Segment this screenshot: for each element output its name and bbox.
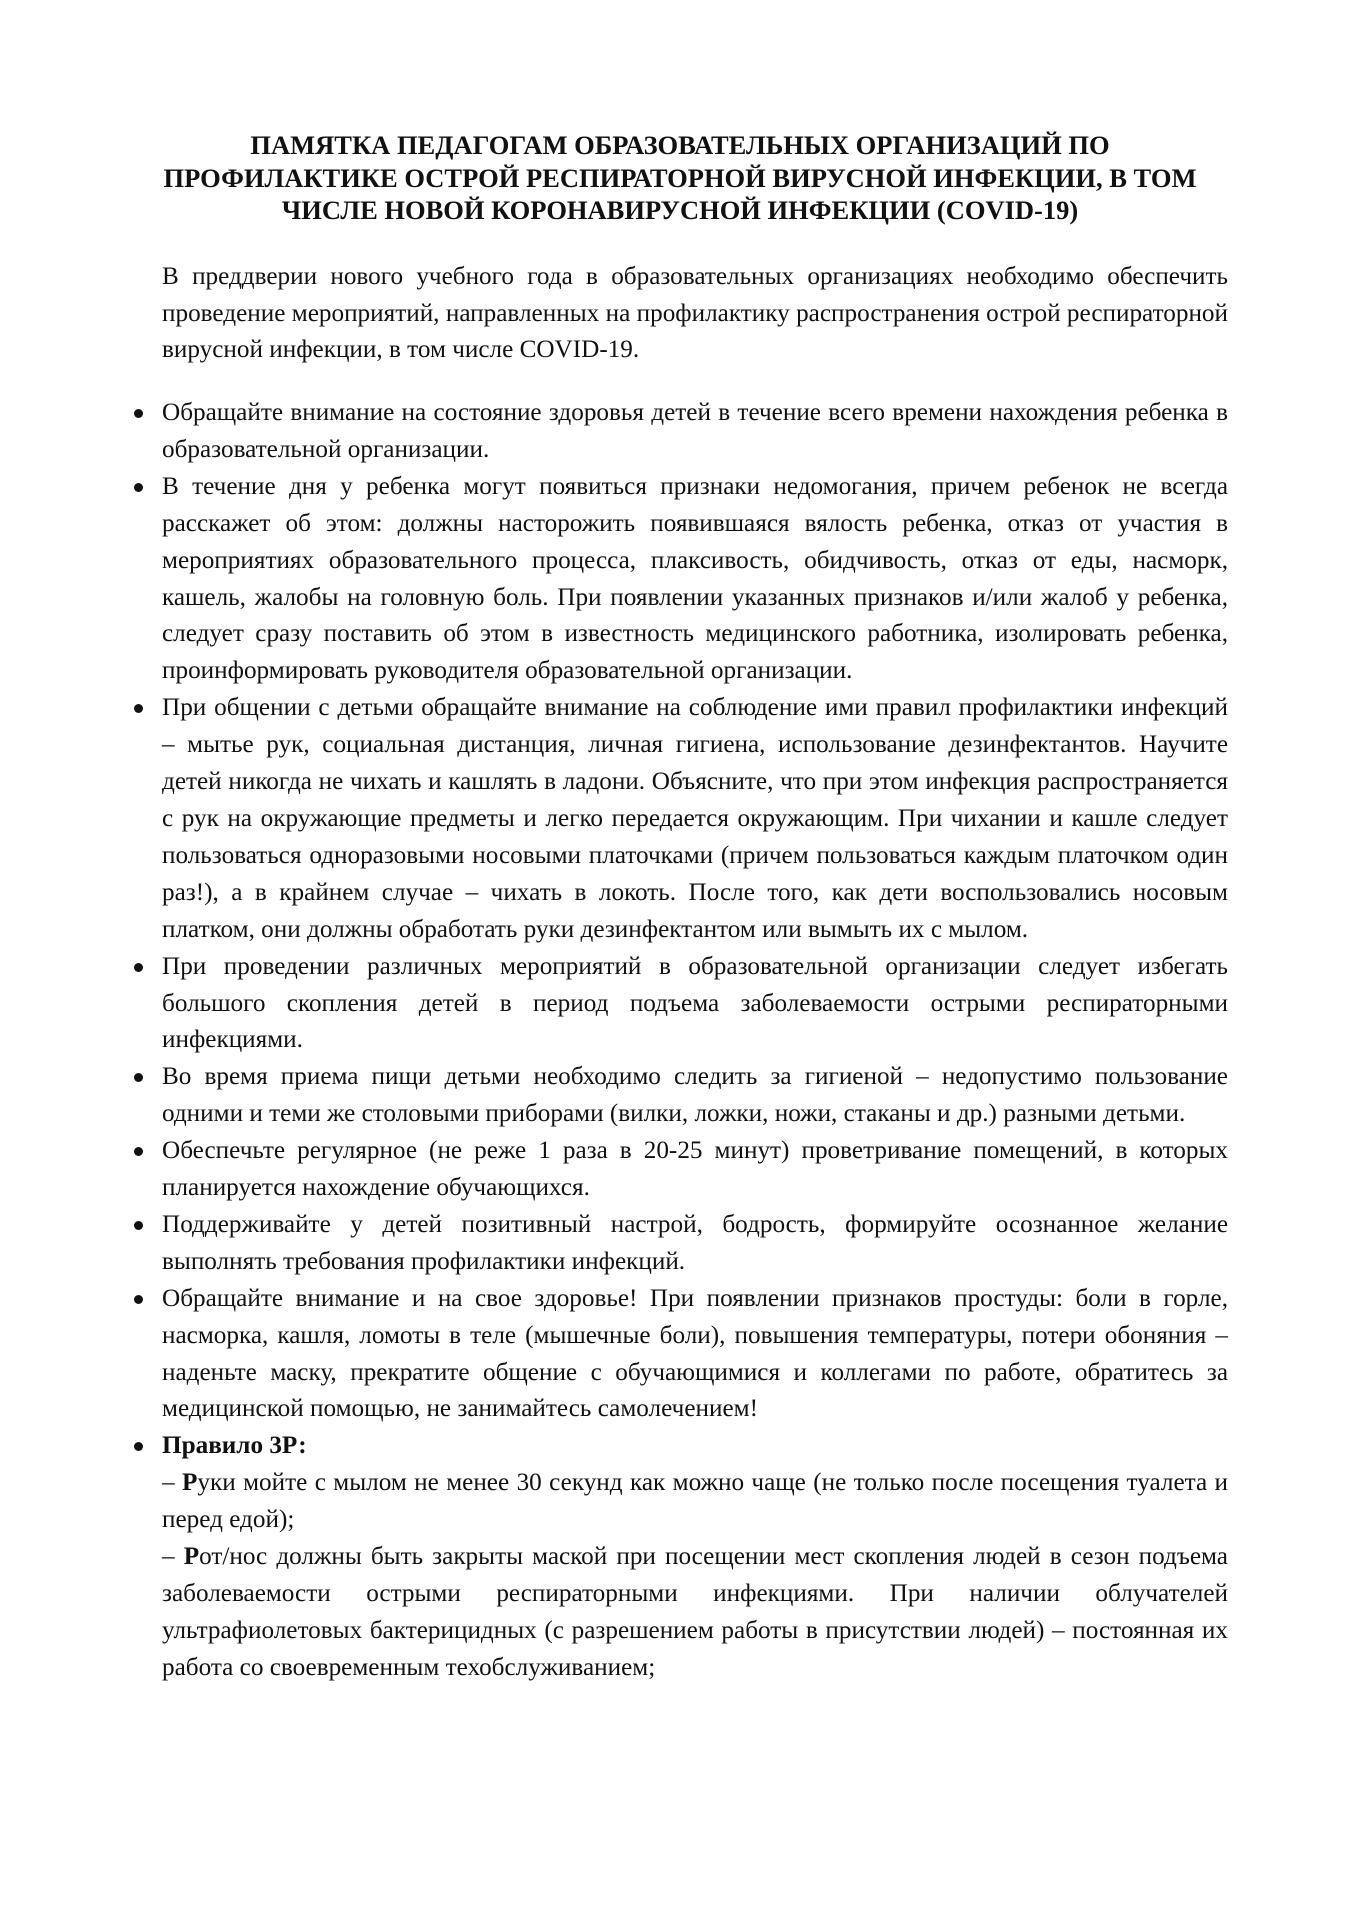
document-title <box>130 129 1230 227</box>
list-item <box>162 395 1228 469</box>
bullet-icon <box>134 1295 143 1304</box>
list-item-text: В течение дня у ребенка могут появиться признаки недомогания, причем ребенок не всегда расскажет об этом: должны насторожить появившаяся вялость ребенка, отказ от участия в мероприятиях образовательного процесса, плаксивость, обидчивость, отказ от еды, насморк, кашель, жалобы на головную боль. При появлении указанных признаков и/или жалоб у ребенка, следует сразу поставить об этом в известность медицинского работника, изолировать ребенка, проинформировать руководителя образовательной организации. <box>162 472 1228 685</box>
list-item-text: При проведении различных мероприятий в образовательной организации следует избегать большого скопления детей в период подъема заболеваемости острыми респираторными инфекциями. <box>162 952 1228 1054</box>
title-line: ЧИСЛЕ НОВОЙ КОРОНАВИРУСНОЙ ИНФЕКЦИИ (COVID-19) <box>281 195 1079 225</box>
title-line: ПРОФИЛАКТИКЕ ОСТРОЙ РЕСПИРАТОРНОЙ ВИРУСНОЙ ИНФЕКЦИИ, В ТОМ <box>163 162 1197 193</box>
list-item-text: Поддерживайте у детей позитивный настрой, бодрость, формируйте осознанное желание выполнять требования профилактики инфекций. <box>162 1210 1228 1275</box>
bullet-icon <box>134 1073 143 1082</box>
list-item-text: Во время приема пищи детьми необходимо следить за гигиеной – недопустимо пользование одними и теми же столовыми приборами (вилки, ложки, ножи, стаканы и др.) разными детьми. <box>162 1063 1228 1128</box>
list-item <box>162 690 1228 948</box>
list-item <box>162 1207 1228 1281</box>
rule-3r-item <box>162 1428 1228 1686</box>
bullet-icon <box>134 1442 143 1451</box>
list-item-text: Обращайте внимание и на свое здоровье! При появлении признаков простуды: боли в горле, насморка, кашля, ломоты в теле (мышечные боли), повышения температуры, потери обоняния – наденьте маску, прекратите общение с обучающимися и коллегами по работе, обратитесь за медицинской помощью, не занимайтесь самолечением! <box>162 1284 1228 1423</box>
rule-point-text: уки мойте с мылом не менее 30 секунд как можно чаще (не только после посещения туалета и перед едой); <box>162 1469 1229 1534</box>
bullet-icon <box>134 1221 143 1230</box>
list-item <box>162 1133 1228 1207</box>
rule-heading: Правило 3Р: <box>162 1432 307 1460</box>
bullet-icon <box>134 1147 143 1156</box>
rule-point-mouth-nose <box>162 1539 1228 1687</box>
list-item <box>162 949 1228 1060</box>
list-item <box>162 1059 1228 1133</box>
recommendations-list <box>162 395 1228 1687</box>
bullet-icon <box>134 483 143 492</box>
intro-paragraph: В преддверии нового учебного года в образовательных организациях необходимо обеспечить проведение мероприятий, направленных на профилактику распространения острой респираторной вирусной инфекции, в том числе COVID-19. <box>162 263 1228 364</box>
list-item-text: Обращайте внимание на состояние здоровья детей в течение всего времени нахождения ребенка в образовательной организации. <box>162 399 1228 463</box>
rule-initial: Р <box>183 1543 200 1571</box>
title-line: ПАМЯТКА ПЕДАГОГАМ ОБРАЗОВАТЕЛЬНЫХ ОРГАНИЗАЦИЙ ПО <box>250 130 1110 160</box>
dash: – <box>162 1469 182 1497</box>
bullet-icon <box>134 963 143 972</box>
bullet-icon <box>134 409 143 418</box>
rule-initial: Р <box>182 1469 198 1497</box>
list-item <box>162 469 1228 690</box>
bullet-icon <box>134 704 143 713</box>
dash: – <box>162 1543 184 1571</box>
rule-point-hands <box>162 1465 1228 1539</box>
rule-point-text: от/нос должны быть закрыты маской при посещении мест скопления людей в сезон подъема заболеваемости острыми респираторными инфекциями. При наличии облучателей ультрафиолетовых бактерицидных (с разрешением работы в присутствии людей) – постоянная их работа со своевременным техобслуживанием; <box>162 1543 1228 1681</box>
list-item-text: При общении с детьми обращайте внимание на соблюдение ими правил профилактики инфекций – мытье рук, социальная дистанция, личная гигиена, использование дезинфектантов. Научите детей никогда не чихать и кашлять в ладони. Объясните, что при этом инфекция распространяется с рук на окружающие предметы и легко передается окружающим. При чихании и кашле следует пользоваться одноразовыми носовыми платочками (причем пользоваться каждым платочком один раз!), а в крайнем случае – чихать в локоть. После того, как дети воспользовались носовым платком, они должны обработать руки дезинфектантом или вымыть их с мылом. <box>162 694 1228 943</box>
list-item <box>162 1281 1228 1429</box>
list-item-text: Обеспечьте регулярное (не реже 1 раза в 20-25 минут) проветривание помещений, в которых планируется нахождение обучающихся. <box>162 1137 1228 1202</box>
